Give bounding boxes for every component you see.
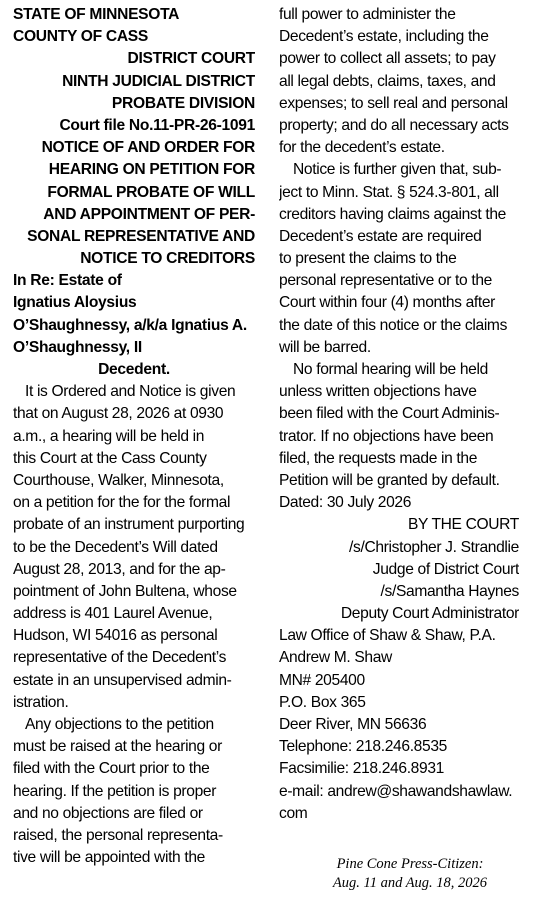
court-heading: DISTRICT COURT — [127, 50, 255, 68]
objections-paragraph-line: expenses; to sell real and personal — [279, 94, 508, 112]
creditors-paragraph-line: Decedent’s estate are required — [279, 227, 482, 245]
attorney-line: MN# 205400 — [279, 671, 365, 689]
order-paragraph-line: address is 401 Laurel Avenue, — [13, 605, 213, 623]
notice-title-line: AND APPOINTMENT OF PER- — [43, 205, 255, 223]
objections-paragraph-line: all legal debts, claims, taxes, and — [279, 72, 496, 90]
objections-paragraph-line: for the decedent’s estate. — [279, 139, 445, 157]
notice-title-line: NOTICE OF AND ORDER FOR — [41, 139, 255, 157]
hearing-paragraph-line: No formal hearing will be held — [293, 361, 488, 378]
state-heading: STATE OF MINNESOTA — [13, 6, 180, 23]
attorney-line: Facsimilie: 218.246.8931 — [279, 760, 444, 778]
order-paragraph-line: istration. — [13, 693, 69, 711]
creditors-paragraph-line: personal representative or to the — [279, 272, 492, 290]
objections-paragraph-line: power to collect all assets; to pay — [279, 50, 496, 68]
creditors-paragraph-line: ject to Minn. Stat. § 524.3-801, all — [279, 183, 499, 201]
publication-dates: Aug. 11 and Aug. 18, 2026 — [332, 875, 488, 891]
hearing-paragraph-line: been filed with the Court Adminis- — [279, 405, 500, 423]
creditors-paragraph-line: creditors having claims against the — [279, 205, 506, 223]
court-file-number: Court file No.11-PR-26-1091 — [59, 116, 255, 134]
attorney-line: Andrew M. Shaw — [279, 649, 392, 667]
attorney-email-line: e-mail: andrew@shawandshawlaw. — [279, 782, 513, 800]
attorney-line: P.O. Box 365 — [279, 693, 366, 711]
order-paragraph-line: August 28, 2013, and for the ap- — [13, 560, 226, 578]
objections-paragraph-line: must be raised at the hearing or — [13, 738, 222, 756]
order-paragraph-line: Courthouse, Walker, Minnesota, — [13, 471, 224, 489]
left-column — [13, 4, 255, 869]
order-paragraph-line: a.m., a hearing will be held in — [13, 427, 205, 445]
in-re-line: In Re: Estate of — [13, 272, 122, 290]
notice-title-line: FORMAL PROBATE OF WILL — [47, 183, 255, 201]
order-paragraph-line: this Court at the Cass County — [13, 449, 207, 467]
order-paragraph-line: to be the Decedent’s Will dated — [13, 538, 218, 556]
objections-paragraph-line: full power to administer the — [279, 6, 456, 23]
signature-line: /s/Christopher J. Strandlie — [349, 538, 519, 556]
order-paragraph-line: representative of the Decedent’s — [13, 649, 227, 667]
objections-paragraph-line: raised, the personal representa- — [13, 826, 223, 844]
signature-line: Deputy Court Administrator — [340, 605, 519, 623]
creditors-paragraph-line: Notice is further given that, sub- — [293, 161, 502, 179]
order-paragraph-line: Hudson, WI 54016 as personal — [13, 627, 218, 645]
in-re-line: O’Shaughnessy, II — [13, 338, 142, 356]
district-heading: NINTH JUDICIAL DISTRICT — [62, 72, 255, 90]
attorney-line: Deer River, MN 56636 — [279, 716, 427, 733]
publication-paper: Pine Cone Press-Citizen: — [336, 856, 484, 872]
creditors-paragraph-line: will be barred. — [279, 338, 371, 356]
publication-credit — [279, 855, 541, 893]
right-column — [279, 4, 519, 825]
objections-paragraph-line: hearing. If the petition is proper — [13, 782, 217, 800]
dated-line: Dated: 30 July 2026 — [279, 494, 412, 512]
hearing-paragraph-line: unless written objections have — [279, 383, 477, 401]
objections-paragraph-line: Any objections to the petition — [25, 716, 214, 733]
creditors-paragraph-line: Court within four (4) months after — [279, 294, 496, 312]
hearing-paragraph-line: filed, the requests made in the — [279, 449, 478, 467]
county-heading: COUNTY OF CASS — [13, 28, 149, 46]
order-paragraph-line: It is Ordered and Notice is given — [25, 383, 236, 401]
order-paragraph-line: that on August 28, 2026 at 0930 — [13, 405, 224, 423]
order-paragraph-line: pointment of John Bultena, whose — [13, 582, 237, 600]
notice-title-line: SONAL REPRESENTATIVE AND — [27, 227, 255, 245]
signature-line: BY THE COURT — [407, 516, 519, 534]
hearing-paragraph-line: trator. If no objections have been — [279, 427, 494, 445]
attorney-email-line: com — [279, 804, 308, 822]
order-paragraph-line: estate in an unsupervised admin- — [13, 671, 232, 689]
in-re-line: Ignatius Aloysius — [13, 294, 137, 312]
objections-paragraph-line: filed with the Court prior to the — [13, 760, 210, 778]
division-heading: PROBATE DIVISION — [111, 94, 255, 112]
order-paragraph-line: on a petition for the for the formal — [13, 494, 231, 512]
objections-paragraph-line: Decedent’s estate, including the — [279, 28, 489, 46]
order-paragraph-line: probate of an instrument purporting — [13, 516, 245, 534]
attorney-line: Law Office of Shaw & Shaw, P.A. — [279, 627, 496, 645]
signature-line: Judge of District Court — [372, 560, 519, 578]
attorney-line: Telephone: 218.246.8535 — [279, 738, 447, 756]
hearing-paragraph-line: Petition will be granted by default. — [279, 471, 500, 489]
creditors-paragraph-line: to present the claims to the — [279, 250, 457, 268]
objections-paragraph-line: and no objections are filed or — [13, 804, 203, 822]
in-re-line: O’Shaughnessy, a/k/a Ignatius A. — [13, 316, 247, 334]
creditors-paragraph-line: the date of this notice or the claims — [279, 316, 508, 334]
decedent-label: Decedent. — [98, 361, 170, 378]
notice-title-line: NOTICE TO CREDITORS — [80, 250, 255, 268]
notice-title-line: HEARING ON PETITION FOR — [48, 161, 255, 179]
objections-paragraph-line: tive will be appointed with the — [13, 849, 205, 867]
objections-paragraph-line: property; and do all necessary acts — [279, 116, 509, 134]
signature-line: /s/Samantha Haynes — [380, 582, 519, 600]
